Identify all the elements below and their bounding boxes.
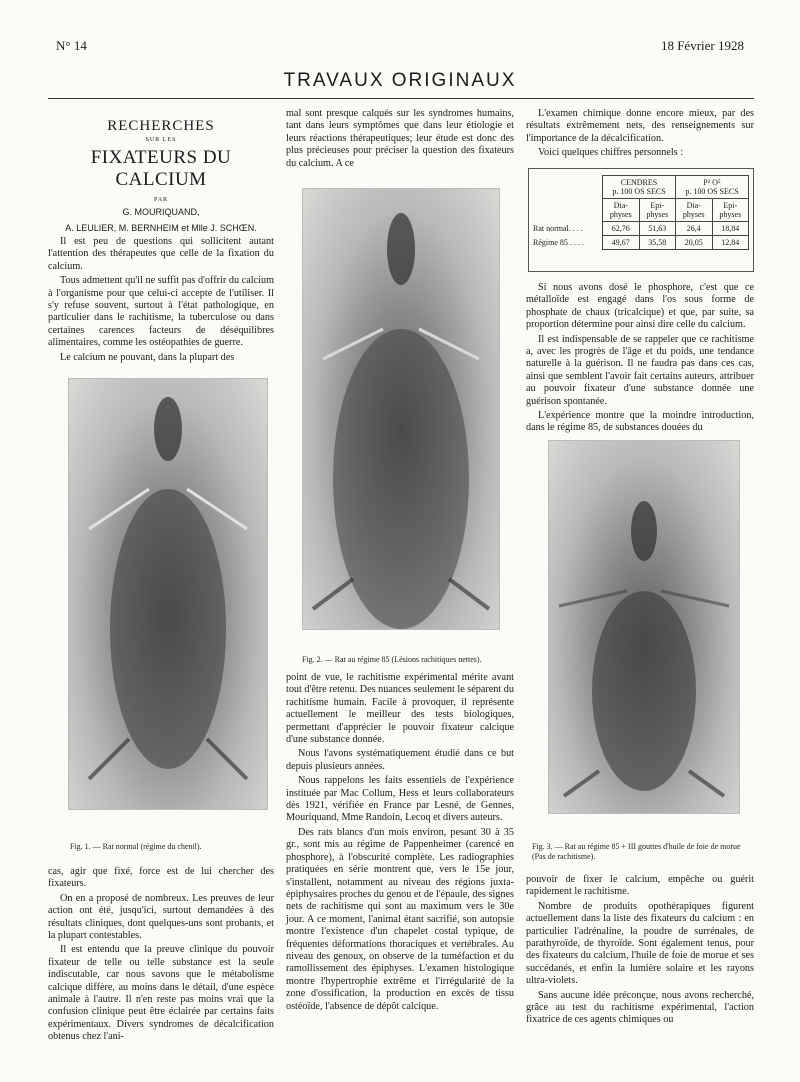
table-subheader-row [533,199,749,222]
results-table-box [528,168,754,272]
section-title: TRAVAUX ORIGINAUX [283,70,517,91]
col3-bottom-text [526,874,754,1029]
table-header-row [533,176,749,199]
table-col-header: Epi-physes [639,199,675,222]
issue-number: N° 14 [56,38,87,53]
figure-2-caption: Fig. 2. — Rat au régime 85 (Lésions rachitiques nettes). [302,655,482,664]
paragraph: L'expérience montre que la moindre introduction, dans le régime 85, de substances douées du [526,410,754,434]
table-cell: 62,76 [603,222,640,236]
paragraph: Il est entendu que la preuve clinique du pouvoir fixateur de telle ou telle substance est la seule indiscutable, car nous savons que le métabolisme calcique diffère, au moins dans le détail, d'une espèce animale à l'autre. Il n'en reste pas moins vrai que la confusion clinique peut être éclairée par certains faits expérimentaux. Divers syndromes de décalcification obtenus chez l'ani- [48,944,274,1043]
figure-1-radiograph [68,378,268,810]
col3-top-text [526,108,754,162]
paragraph: Il est peu de questions qui sollicitent autant l'attention des thérapeutes que celle de la fixation du calcium. [48,236,274,272]
article-title-block [48,118,274,235]
table-cell: 51,63 [639,222,675,236]
table-col-header: Dia-physes [603,199,640,222]
table-row-label: Régime 85 . . . . [533,238,584,247]
col3-mid-text [526,282,754,437]
paragraph: Il est indispensable de se rappeler que ce rachitisme a, avec les progrès de l'âge et du poids, une tendance naturelle à la guérison. Il ne faudra pas dans ces cas, ainsi que semblent l'avoir fait certains auteurs, attribuer au pouvoir fixateur d'une substance donnée une guérison spontanée. [526,333,754,407]
paragraph: point de vue, le rachitisme expérimental mérite avant tout d'être retenu. Des nuances seulement le séparent du rachitisme humain. Facile à provoquer, il représente actuellement le meilleur des tests biologiques, permettant d'apprécier le pouvoir fixateur calcique d'une substance donnée. [286,672,514,746]
table-row-label: Rat normal. . . . [533,224,583,233]
table-cell: 49,67 [603,236,640,250]
issue-date: 18 Février 1928 [660,38,744,53]
table-cell: 18,84 [712,222,748,236]
figure-3-caption: Fig. 3. — Rat au régime 85 + III gouttes d'huile de foie de morue (Pas de rachitisme). [532,842,741,861]
article-title: FIXATEURS DU CALCIUM [90,147,232,190]
col2-bottom-text [286,672,514,1015]
figure-2-radiograph [302,188,500,630]
paragraph: pouvoir de fixer le calcium, empêche ou guérit rapidement le rachitisme. [526,874,754,898]
paragraph: Nous rappelons les faits essentiels de l'expérience instituée par Mac Collum, Hess et leurs collaborateurs dès 1921, vérifiée en France par Lesné, de Gennes, Mouriquand, Mme Randoin, Lecoq et divers auteurs. [286,775,514,824]
paragraph: Nous l'avons systématiquement étudié dans ce but depuis plusieurs années. [286,748,514,772]
paragraph: Si nous avons dosé le phosphore, c'est que ce métalloïde est engagé dans l'os sous forme de phosphate de chaux (tricalcique) et que, par suite, sa proportion détermine pour ainsi dire celle du calcium. [526,282,754,331]
table-row [533,236,749,250]
paragraph: Voici quelques chiffres personnels : [538,147,684,159]
col1-bottom-text [48,866,274,1046]
table-group-header: CENDRES p. 100 OS SECS [603,176,676,199]
figure-1-caption: Fig. 1. — Rat normal (régime du chenil). [70,842,202,851]
author-line-2: A. LEULIER, M. BERNHEIM et Mlle J. SCHŒN. [65,223,257,233]
paragraph: On en a proposé de nombreux. Les preuves de leur action ont été, jusqu'ici, surtout demandées à des résultats cliniques, dont quelques-uns sont probants, et la plupart contestables. [48,892,274,942]
article-par: PAR [153,197,169,203]
rat-xray-3 [549,441,739,813]
article-sur-les: SUR LES [145,137,177,143]
table-group-header: P² O⁵ p. 100 OS SECS [675,176,748,199]
paragraph: Le calcium ne pouvant, dans la plupart des [60,351,235,363]
table-corner [533,199,603,222]
paragraph: Nombre de produits opothérapiques figurent actuellement dans la liste des fixateurs du calcium : en particulier l'adrénaline, la poudre de surrénales, de parathyroïde, de thyroïde. Sont également tenus, pour des fixateurs du calcium, l'huile de foie de morue et ses succédanés, et enfin la lumière solaire et les rayons ultra-violets. [526,900,754,987]
table-corner [533,176,603,199]
paragraph: Tous admettent qu'il ne suffit pas d'offrir du calcium à l'organisme pour que celui-ci accepte de l'utiliser. Il s'y refuse souvent, surtout à l'état pathologique, en particulier dans le rachitisme, la tuberculose ou dans certaines carences facteurs de déséquilibres alimentaires, comme les ostéopathies de guerre. [48,275,274,349]
paragraph: mal sont presque calqués sur les syndromes humains, tant dans leurs symptômes que dans leur étiologie et leurs réactions thérapeutiques; leur étude est donc des plus précieuses pour préciser la question des fixateurs du calcium. A ce [286,108,514,169]
paragraph: Sans aucune idée préconçue, nous avons recherché, grâce au test du rachitisme expérimental, l'action fixatrice de ces agents chimiques ou [526,989,754,1026]
rat-xray-1 [69,379,267,809]
header-rule [48,98,754,99]
author-line-1: G. MOURIQUAND, [122,207,200,217]
col2-top-text [286,108,514,172]
table-cell: 12,84 [712,236,748,250]
table-col-header: Dia-physes [675,199,712,222]
paragraph: L'examen chimique donne encore mieux, par des résultats extrêmement nets, des renseignements sur l'importance de la décalcification. [526,108,754,144]
article-kicker: RECHERCHES [107,118,215,134]
table-col-header: Epi-physes [712,199,748,222]
table-cell: 20,05 [675,236,712,250]
paragraph: cas, agir que fixé, force est de lui chercher des fixateurs. [48,866,274,890]
table-row [533,222,749,236]
table-cell: 35,58 [639,236,675,250]
col1-top-text [48,236,274,366]
table-cell: 26,4 [675,222,712,236]
rat-xray-2 [303,189,499,629]
figure-3-radiograph [548,440,740,814]
paragraph: Des rats blancs d'un mois environ, pesant 30 à 35 gr., sont mis au régime de Pappenheimer (carencé en phosphore), à l'obscurité complète. Les radiographies pratiquées en série montrent que, vers le 15e jour, s'installent, notamment au niveau des régions juxta-épiphysaires proches du genou et de l'épaule, des signes nets de rachitisme qui sont au maximum vers le 30e jour. A ce moment, l'animal étant sacrifié, son autopsie montre l'existence d'un chapelet costal typique, de fréquentes déformations thoraciques et vertébrales. Au niveau des genoux, on observe de la tuméfaction et du ramollissement des épiphyses. L'examen histologique montre l'hypertrophie extrême et l'irrégularité de la zone d'ossification, la production en excès de tissu ostéoïde, l'absence de dépôt calcique. [286,826,514,1012]
results-table [533,175,749,250]
